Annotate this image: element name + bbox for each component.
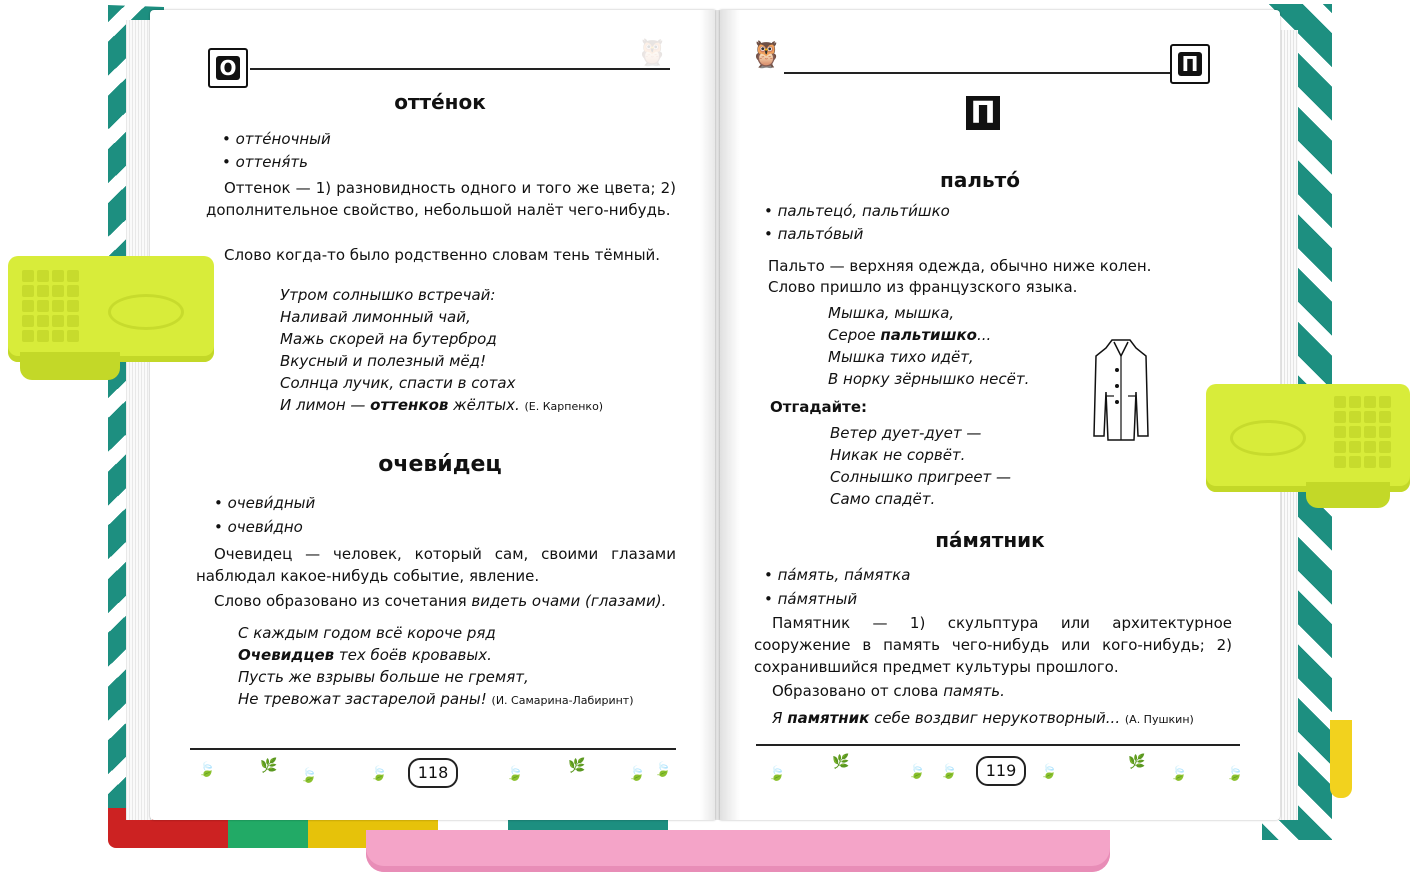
poem-line: Наливай лимонный чай, <box>280 308 471 326</box>
leaf-icon: 🍃 <box>1040 764 1058 780</box>
quote <box>772 707 1194 731</box>
derivative: • па́мятный <box>764 590 857 608</box>
poem <box>238 622 634 712</box>
quote-text: Я <box>772 709 788 727</box>
right-page <box>720 10 1280 820</box>
poem-text: Не тревожат застарелой раны! <box>238 690 487 708</box>
poem-text: И лимон — <box>280 396 371 414</box>
definition: Очевидец — человек, который сам, своими глазами наблюдал какое-нибудь событие, явление. <box>196 545 676 585</box>
leaf-icon: 🍃 <box>1226 766 1244 782</box>
page-clip-left[interactable] <box>8 256 214 362</box>
definition: Пальто — верхняя одежда, обычно ниже колен. <box>768 257 1152 275</box>
leaf-icon: 🍃 <box>908 764 926 780</box>
poem-line: Солнышко пригреет — <box>830 468 1012 486</box>
poem-line: Никак не сорвёт. <box>830 446 966 464</box>
leaf-icon: 🌿 <box>568 758 586 774</box>
poem-line: Пусть же взрывы больше не гремят, <box>238 668 529 686</box>
leaf-icon: 🍃 <box>940 764 958 780</box>
book-stand <box>366 830 1110 872</box>
quote-source: (А. Пушкин) <box>1124 713 1194 726</box>
page-clip-right-base <box>1306 482 1390 508</box>
bookmark-ribbon <box>1330 720 1352 798</box>
poem <box>280 284 603 418</box>
leaf-icon: 🍃 <box>628 766 646 782</box>
page-clip-left-base <box>20 352 120 380</box>
headword: очеви́дец <box>378 452 502 477</box>
leaf-icon: 🍃 <box>370 766 388 782</box>
quote-bold: памятник <box>787 709 870 727</box>
poem-line: Ветер дует-дует — <box>830 424 982 442</box>
derivative: • оттеня́ть <box>222 153 308 171</box>
headword: па́мятник <box>935 528 1045 552</box>
etymology-text: Слово образовано из сочетания <box>214 592 472 610</box>
quote-text: себе воздвиг нерукотворный... <box>869 709 1121 727</box>
poem-source: (Е. Карпенко) <box>524 400 604 413</box>
leaf-icon: 🍃 <box>506 766 524 782</box>
etymology: Слово когда-то было родственно словам тень тёмный. <box>224 246 661 264</box>
poem-line <box>238 688 634 712</box>
poem-line: С каждым годом всё короче ряд <box>238 624 496 642</box>
header-rule <box>784 72 1174 74</box>
poem-line <box>828 324 1029 346</box>
poem-line: В норку зёрнышко несёт. <box>828 370 1030 388</box>
derivative: • очеви́дный <box>214 494 315 512</box>
page-number: 119 <box>976 756 1026 786</box>
letter-badge-text: О <box>216 56 240 80</box>
leaf-icon: 🍃 <box>654 762 672 778</box>
letter-badge <box>208 48 248 88</box>
poem <box>828 302 1029 390</box>
etymology <box>754 680 1232 702</box>
letter-badge <box>1170 44 1210 84</box>
etymology: Слово пришло из французского языка. <box>768 278 1078 296</box>
poem-line: Вкусный и полезный мёд! <box>280 352 487 370</box>
fish-icon <box>1230 420 1306 456</box>
poem-source: (И. Самарина-Лабиринт) <box>491 694 634 707</box>
definition: Оттенок — 1) разновидность одного и того же цвета; 2) дополнительное свойство, небольшой налёт чего-нибудь. <box>206 179 676 219</box>
poem-text: жёлтых. <box>448 396 520 414</box>
riddle <box>830 422 1011 510</box>
footer-rule <box>756 744 1240 746</box>
derivative: • отте́ночный <box>222 130 331 148</box>
derivative: • па́мять, па́мятка <box>764 566 910 584</box>
leaf-icon: 🌿 <box>832 754 850 770</box>
left-page <box>150 10 715 820</box>
poem-line: Само спадёт. <box>830 490 936 508</box>
poem-line <box>238 644 634 666</box>
etymology-italic: видеть очами (глазами). <box>471 592 667 610</box>
leaf-icon: 🍃 <box>198 762 216 778</box>
poem-text: Серое <box>828 326 881 344</box>
leaf-icon: 🍃 <box>300 768 318 784</box>
section-letter: П <box>966 96 1000 130</box>
leaf-icon: 🌿 <box>260 758 278 774</box>
poem-line: Утром солнышко встречай: <box>280 286 496 304</box>
clip-grip <box>22 270 79 342</box>
poem-bold: оттенков <box>370 396 449 414</box>
poem-text: ... <box>976 326 992 344</box>
page-edges-left <box>126 20 152 820</box>
page-number: 118 <box>408 758 458 788</box>
etymology <box>196 590 676 612</box>
riddle-label: Отгадайте: <box>770 398 868 416</box>
definition: Памятник — 1) скульптура или архитектурное сооружение в память чего-нибудь или кого-нибудь; 2) сохранившийся предмет культуры прошлого. <box>754 614 1232 676</box>
letter-badge-text: П <box>1178 52 1202 76</box>
coat-illustration <box>1092 336 1150 446</box>
poem-line: Мышка тихо идёт, <box>828 348 974 366</box>
clip-grip <box>1334 396 1391 468</box>
derivative: • очеви́дно <box>214 518 303 536</box>
book-gutter <box>700 10 740 820</box>
headword: пальто́ <box>940 168 1020 192</box>
leaf-icon: 🍃 <box>1170 766 1188 782</box>
poem-line: Мышка, мышка, <box>828 304 955 322</box>
leaf-icon: 🌿 <box>1128 754 1146 770</box>
owl-icon: 🦉 <box>636 38 669 68</box>
footer-rule <box>190 748 676 750</box>
poem-line <box>280 394 603 418</box>
poem-line: Солнца лучик, спасти в сотах <box>280 374 516 392</box>
leaf-icon: 🍃 <box>768 766 786 782</box>
etymology-text: Образовано от слова <box>772 682 944 700</box>
poem-bold: пальтишко <box>880 326 977 344</box>
poem-text: тех боёв кровавых. <box>334 646 492 664</box>
derivative: • пальто́вый <box>764 225 863 243</box>
headword: отте́нок <box>394 90 486 114</box>
poem-line: Мажь скорей на бутерброд <box>280 330 497 348</box>
etymology-italic: память. <box>943 682 1005 700</box>
owl-icon: 🦉 <box>750 40 783 70</box>
fish-icon <box>108 294 184 330</box>
header-rule <box>250 68 670 70</box>
page-clip-right[interactable] <box>1206 384 1410 492</box>
poem-bold: Очевидцев <box>238 646 335 664</box>
derivative: • пальтецо́, пальти́шко <box>764 202 950 220</box>
